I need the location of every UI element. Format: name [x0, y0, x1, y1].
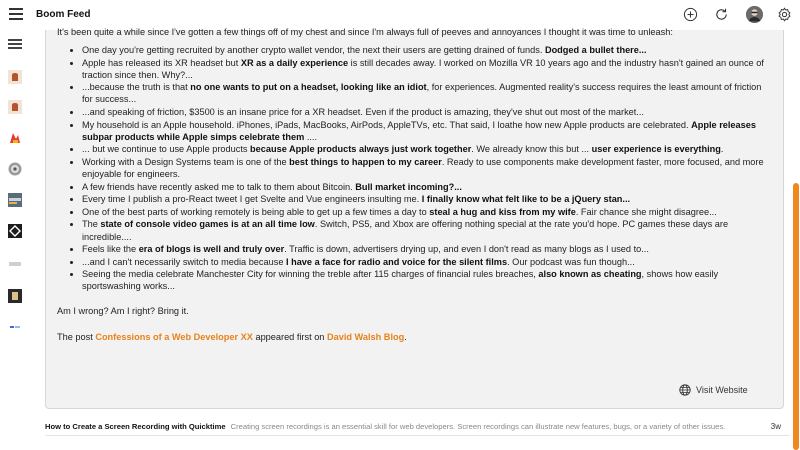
feed-favicon[interactable] [8, 100, 22, 114]
list-item: • The state of console video games is at an all time low. Switch, PS5, and Xbox are offering nothing special at the rate you'd hope. PC games these days are incredible.... [82, 218, 773, 242]
list-item: • My household is an Apple household. iPhones, iPads, MacBooks, AirPods, AppleTVs, etc. That said, I loathe how new Apple products are celebrated. Apple releases subpar products while Apple simps celebrate them .... [82, 119, 773, 143]
article-panel [45, 27, 784, 409]
app-title: Boom Feed [36, 9, 91, 20]
menu-icon[interactable] [9, 8, 23, 20]
list-item: • Working with a Design Systems team is one of the best things to happen to my career. Ready to use components make development faster, more focused, and more enjoyable for engineers. [82, 156, 773, 180]
refresh-icon [714, 7, 729, 22]
list-item: • Every time I publish a pro-React tweet I get Svelte and Vue engineers insulting me. I finally know what felt like to be a jQuery stan... [82, 193, 773, 205]
feed-favicon[interactable] [8, 320, 22, 334]
visit-website-button[interactable] [679, 383, 748, 397]
visit-website-label: Visit Website [696, 385, 748, 395]
list-item: • A few friends have recently asked me to talk to them about Bitcoin. Bull market incoming?... [82, 181, 773, 193]
refresh-button[interactable] [713, 6, 730, 23]
globe-icon [679, 384, 691, 396]
list-icon[interactable] [8, 39, 22, 51]
post-link[interactable]: Confessions of a Web Developer XX [95, 331, 253, 342]
item-snippet: Creating screen recordings is an essential skill for web developers. Screen recordings can illustrate new features, bugs, or a variety of other issues. [230, 422, 726, 431]
list-item: • One day you're getting recruited by another crypto wallet vendor, the next their users are getting drained of funds. Dodged a bullet there... [82, 44, 773, 56]
blog-link[interactable]: David Walsh Blog [326, 331, 405, 342]
article-intro: It's been quite a while since I've gotten a few things off of my chest and since I'm always full of peeves and annoyances I thought it was time to unleash: [57, 27, 673, 37]
article-source: The post Confessions of a Web Developer XX appeared first on David Walsh Blog. [57, 331, 407, 342]
settings-button[interactable] [776, 6, 793, 23]
add-feed-button[interactable] [682, 6, 699, 23]
list-item: • One of the best parts of working remotely is being able to get up a few times a day to steal a hug and kiss from my wife. Fair chance she might disagree... [82, 206, 773, 218]
article-points [57, 44, 773, 292]
feeds-sidebar [0, 30, 32, 450]
list-item: • Feels like the era of blogs is well and truly over. Traffic is down, advertisers drying up, and even I don't read as many blogs as I used to... [82, 243, 773, 255]
feed-favicon[interactable] [8, 224, 22, 238]
feed-favicon[interactable] [8, 193, 22, 207]
feed-favicon[interactable] [8, 131, 22, 145]
list-item: • Apple has released its XR headset but XR as a daily experience is still decades away. I worked on Mozilla VR 10 years ago and the industry hasn't gained an ounce of traction since then. Why?... [82, 57, 773, 81]
article-body [57, 27, 773, 343]
feed-favicon[interactable] [8, 70, 22, 84]
item-title: How to Create a Screen Recording with Quicktime [45, 422, 226, 431]
avatar[interactable] [746, 6, 763, 23]
settings-icon [777, 7, 792, 22]
feed-favicon[interactable] [8, 289, 22, 303]
list-item: • ... but we continue to use Apple products because Apple products always just work together. We already know this but ... user experience is everything. [82, 143, 773, 155]
list-item: • ...and I can't necessarily switch to media because I have a face for radio and voice for the silent films. Our podcast was fun though... [82, 256, 773, 268]
list-item[interactable] [45, 418, 790, 436]
article-closing: Am I wrong? Am I right? Bring it. [57, 306, 189, 317]
list-item: • Seeing the media celebrate Manchester City for winning the treble after 115 charges of financial rules breaches, also known as cheating, shows how easily sportswashing works... [82, 268, 773, 292]
add-circle-icon [683, 7, 698, 22]
feed-favicon[interactable] [8, 162, 22, 176]
list-item: • ...because the truth is that no one wants to put on a headset, looking like an idiot, for experiences. Augmented reality's success requires the least amount of friction for success... [82, 81, 773, 105]
scrollbar-thumb[interactable] [793, 183, 799, 450]
item-age: 3w [770, 422, 781, 431]
feed-favicon[interactable] [8, 257, 22, 271]
list-item: • ...and speaking of friction, $3500 is an insane price for a XR headset. Even if the product is amazing, they've shut out most of the market... [82, 106, 773, 118]
